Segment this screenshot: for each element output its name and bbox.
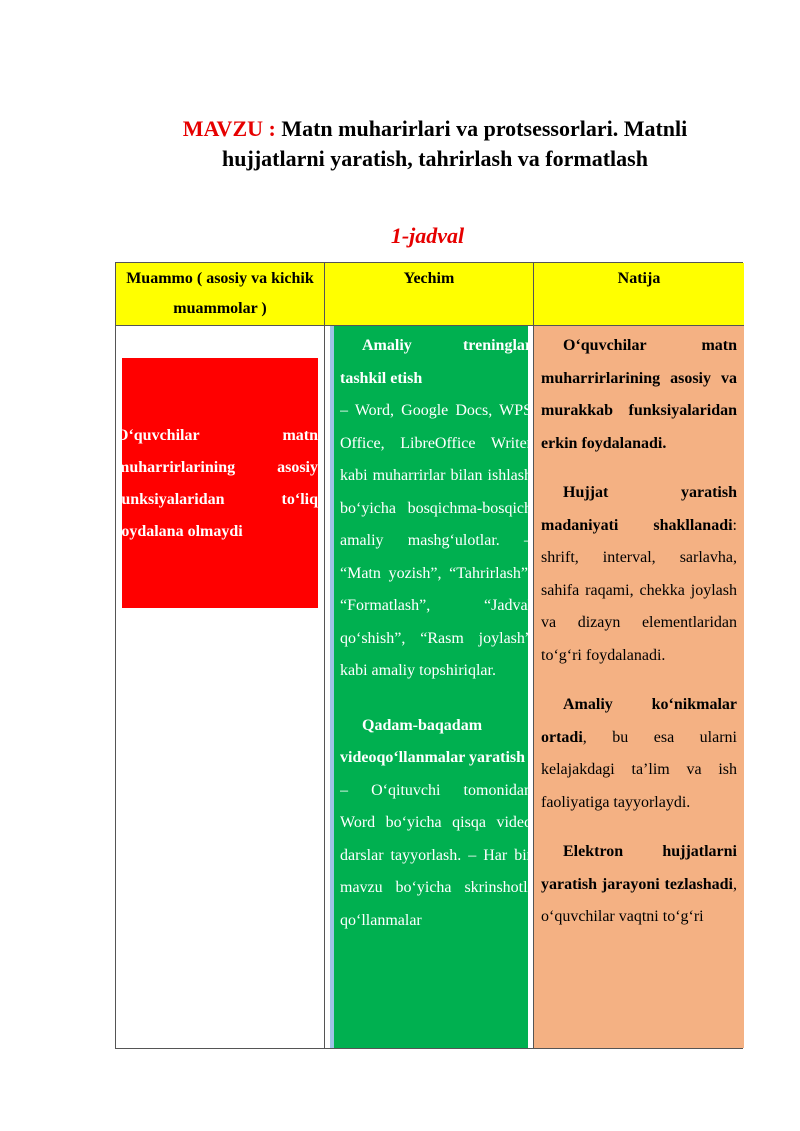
header-problem: Muammo ( asosiy va kichik muammolar )	[116, 263, 325, 326]
result-body-2: : shrift, interval, sarlavha, sahifa raqami, chekka joylash va dizayn elementlaridan to‘g‘ri foydalanadi.	[541, 516, 737, 664]
header-solution: Yechim	[325, 263, 534, 326]
header-result: Natija	[534, 263, 744, 326]
table-caption: 1-jadval	[390, 223, 465, 248]
table	[115, 262, 743, 1049]
result-body-4: , o‘quvchilar vaqtni to‘g‘ri	[541, 875, 737, 925]
result-body-3: , bu esa ularni kelajakdagi ta’lim va ish faoliyatiga tayyorlaydi.	[541, 728, 737, 811]
solution-cell	[325, 326, 534, 1048]
result-cell	[534, 326, 744, 1048]
title-prefix: MAVZU :	[182, 116, 276, 141]
problem-text: O‘quvchilar matn muharrirlarining asosiy funksiyalaridan to‘liq foydalana olmaydi	[116, 427, 318, 540]
solution-body-1: – Word, Google Docs, WPS Office, LibreOffice Writer kabi muharrirlar bilan ishlash bo‘yicha bosqichma-bosqich amaliy mashg‘ulotlar. – “Matn yozish”, “Tahrirlash”, “Formatlash”, “Jadval qo‘shish”, “Rasm joylash” kabi amaliy topshiriqlar.	[340, 402, 532, 679]
solution-highlight	[330, 326, 532, 1048]
solution-body-2: – O‘qituvchi tomonidan Word bo‘yicha qisqa video darslar tayyorlash. – Har bir mavzu bo‘yicha skrinshotli qo‘llanmalar	[340, 781, 532, 929]
result-text	[541, 330, 737, 1048]
solution-text	[340, 330, 532, 1048]
result-heading-1: O‘quvchilar matn muharrirlarining asosiy va murakkab funksiyalaridan erkin foydalanadi.	[541, 337, 737, 452]
result-heading-3: Amaliy ko‘nikmalar ortadi	[541, 696, 737, 746]
result-heading-2: Hujjat yaratish madaniyati shakllanadi	[541, 484, 737, 534]
solution-heading-1: Amaliy treninglar tashkil etish	[340, 337, 532, 387]
result-heading-4: Elektron hujjatlarni yaratish jarayoni tezlashadi	[541, 843, 737, 893]
page-title	[150, 114, 720, 174]
solution-heading-2: Qadam-baqadam videoqo‘llanmalar yaratish	[340, 716, 526, 766]
problem-cell	[116, 326, 325, 1048]
title-text: Matn muharirlari va protsessorlari. Matnli hujjatlarni yaratish, tahrirlash va formatlash	[222, 116, 688, 171]
